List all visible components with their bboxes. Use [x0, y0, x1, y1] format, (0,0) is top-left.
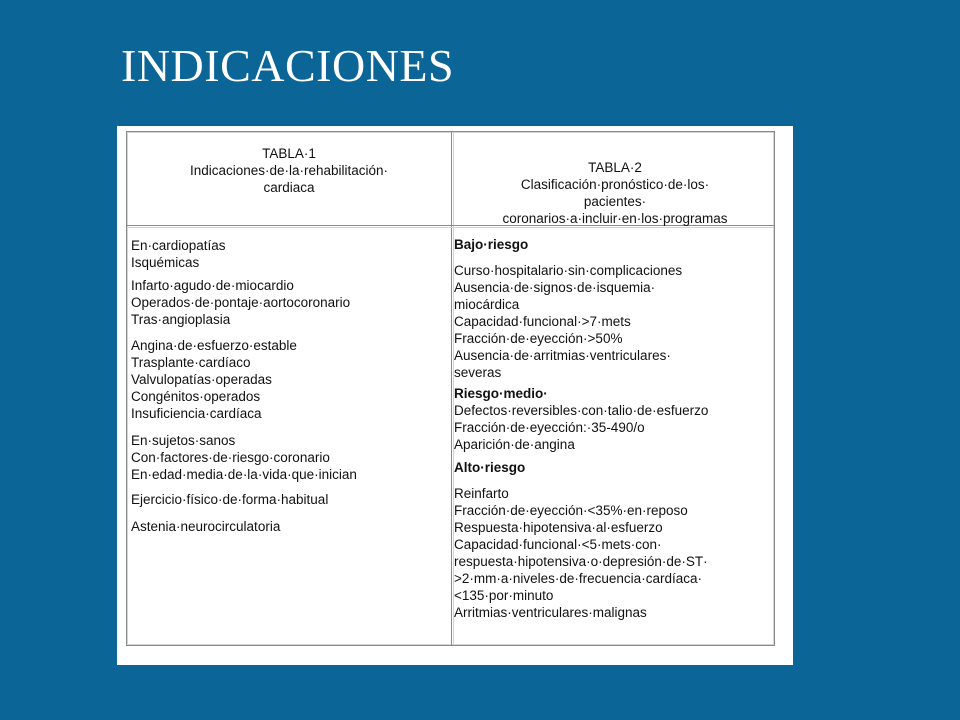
risk-classification-column [454, 236, 708, 621]
indication-line: Operados·de·pontaje·aortocoronario [131, 295, 351, 310]
indication-line: Con·factores·de·riesgo·coronario [131, 450, 330, 465]
table1-header [127, 145, 451, 196]
risk-line: Fracción·de·eyección·>50% [454, 331, 623, 346]
risk-line: Curso·hospitalario·sin·complicaciones [454, 263, 683, 278]
indication-line: Infarto·agudo·de·miocardio [131, 278, 294, 293]
table1-header-line: Indicaciones·de·la·rehabilitación· [189, 163, 389, 178]
indication-line: En·edad·media·de·la·vida·que·inician [131, 467, 357, 482]
slide-title: INDICACIONES [121, 40, 455, 91]
risk-line: <135·por·minuto [454, 588, 554, 603]
risk-line: Defectos·reversibles·con·talio·de·esfuerzo [454, 403, 709, 418]
risk-line: Ausencia·de·signos·de·isquemia· [454, 280, 656, 295]
indication-line: Tras·angioplasia [131, 312, 231, 327]
risk-line: >2·mm·a·niveles·de·frecuencia·cardíaca· [454, 571, 702, 586]
indications-column [131, 237, 357, 535]
indication-line: Insuficiencia·cardíaca [131, 406, 262, 421]
risk-low-heading: Bajo·riesgo [454, 237, 529, 252]
table-frame [126, 131, 775, 646]
risk-line: Capacidad·funcional·>7·mets [454, 314, 631, 329]
risk-mid-heading: Riesgo·medio· [454, 386, 548, 401]
risk-line: Reinfarto [454, 486, 509, 501]
risk-line: Ausencia·de·arritmias·ventriculares· [454, 348, 671, 363]
risk-line: severas [454, 365, 502, 380]
risk-line: Aparición·de·angina [454, 437, 575, 452]
risk-line: Arritmias·ventriculares·malignas [454, 605, 647, 620]
table2-header [454, 159, 776, 227]
risk-line: Fracción·de·eyección·<35%·en·reposo [454, 503, 688, 518]
table2-header-line: pacientes· [583, 194, 647, 209]
indication-line: Angina·de·esfuerzo·estable [131, 338, 297, 353]
risk-line: Respuesta·hipotensiva·al·esfuerzo [454, 520, 663, 535]
indication-line: Astenia·neurocirculatoria [131, 519, 281, 534]
indication-line: En·cardiopatías [131, 238, 226, 253]
table2-header-line: Clasificación·pronóstico·de·los· [520, 177, 710, 192]
indication-line: Ejercicio·físico·de·forma·habitual [131, 492, 329, 507]
header-divider-shadow [127, 227, 774, 228]
risk-line: Fracción·de·eyección:·35-490/o [454, 420, 645, 435]
indication-line: Isquémicas [131, 255, 200, 270]
indication-line: En·sujetos·sanos [131, 433, 236, 448]
table2-header-line: coronarios·a·incluir·en·los·programas [502, 211, 728, 226]
table1-header-line: cardiaca [263, 180, 315, 195]
table-image [117, 126, 793, 665]
risk-line: miocárdica [454, 297, 520, 312]
table1-header-line: TABLA·1 [262, 146, 316, 161]
risk-high-heading: Alto·riesgo [454, 460, 526, 475]
table2-header-line: TABLA·2 [588, 160, 642, 175]
risk-line: respuesta·hipotensiva·o·depresión·de·ST· [454, 554, 708, 569]
risk-line: Capacidad·funcional·<5·mets·con· [454, 537, 662, 552]
indication-line: Congénitos·operados [131, 389, 261, 404]
indication-line: Valvulopatías·operadas [131, 372, 272, 387]
column-divider [451, 132, 452, 645]
indication-line: Trasplante·cardíaco [131, 355, 251, 370]
